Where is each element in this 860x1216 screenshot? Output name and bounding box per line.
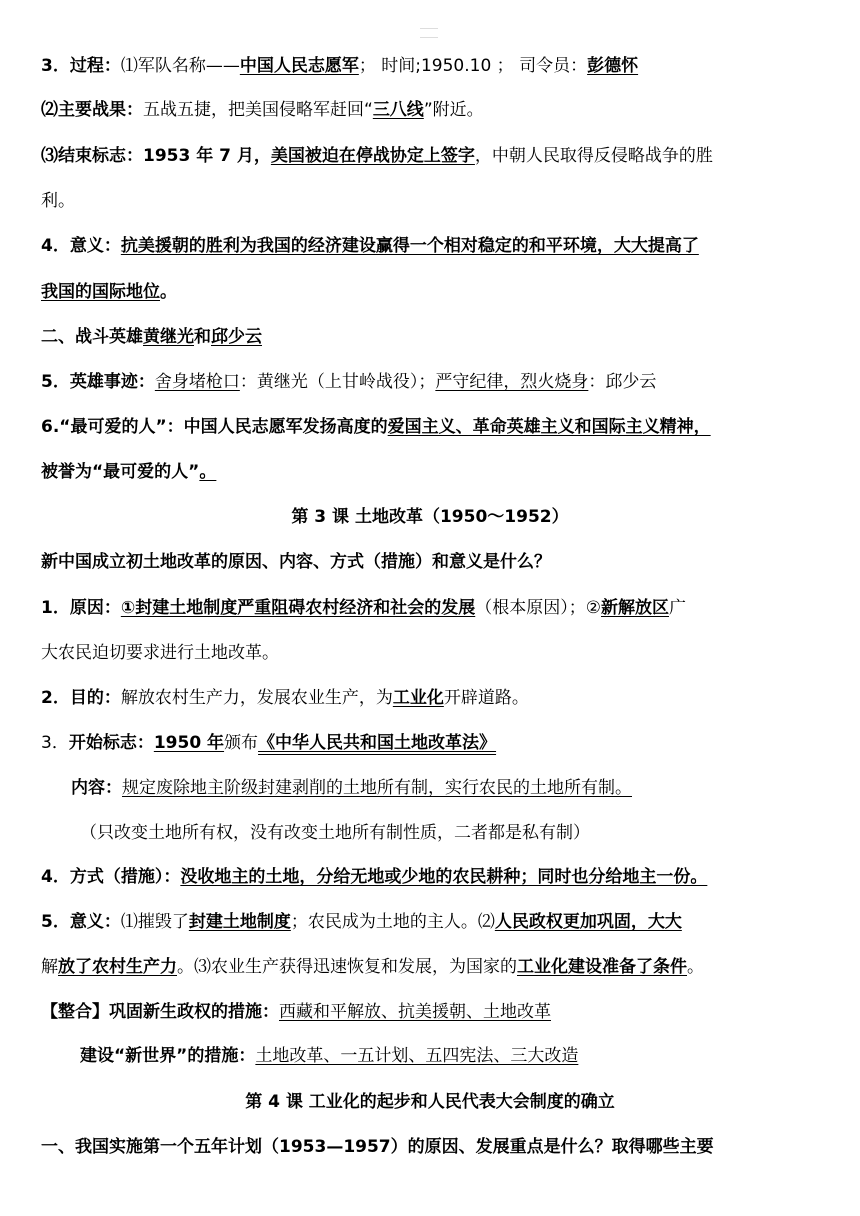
text: ⑴摧毁了 bbox=[120, 912, 189, 932]
text: 大农民迫切要求进行土地改革。 bbox=[41, 643, 279, 663]
text: 五战五捷，把美国侵略军赶回“ bbox=[143, 100, 373, 120]
item-number: 3． bbox=[41, 733, 69, 753]
item-key: 意义： bbox=[69, 236, 121, 256]
text: 1953 年 7 月， bbox=[143, 146, 271, 166]
item-key: “最可爱的人”： bbox=[59, 417, 184, 437]
text: 广 bbox=[669, 598, 686, 618]
text: 新中国成立初土地改革的原因、内容、方式（措施）和意义是什么？ bbox=[41, 552, 551, 572]
highlight: 规定废除地主阶级封建剥削的土地所有制，实行农民的土地所有制。 bbox=[122, 778, 632, 798]
highlight: 工业化 bbox=[392, 688, 444, 708]
text: 。 bbox=[687, 957, 704, 977]
highlight: 人民政权更加巩固，大大 bbox=[494, 912, 682, 932]
text-line bbox=[41, 281, 822, 303]
text: （只改变土地所有权，没有改变土地所有制性质，二者都是私有制） bbox=[80, 823, 590, 843]
highlight: 工业化建设准备了条件 bbox=[517, 957, 687, 977]
watermark-mark bbox=[420, 28, 438, 38]
text: ⑴军队名称—— bbox=[120, 56, 240, 76]
item-key: 方式（措施）： bbox=[69, 867, 181, 887]
item-key: 原因： bbox=[69, 598, 121, 618]
text: 二、战斗英雄 bbox=[41, 327, 143, 347]
army-name: 中国人民志愿军 bbox=[239, 56, 359, 76]
process-line bbox=[41, 55, 822, 77]
highlight: 土地改革、一五计划、五四宪法、三大改造 bbox=[255, 1046, 579, 1066]
purpose-line bbox=[41, 687, 822, 709]
item-number: 4． bbox=[41, 867, 70, 887]
item-key: 过程： bbox=[69, 56, 121, 76]
question-heading bbox=[41, 551, 822, 573]
lesson-title-text: 第 4 课 工业化的起步和人民代表大会制度的确立 bbox=[245, 1092, 615, 1112]
hero-name: 黄继光 bbox=[143, 327, 194, 347]
text: ；农民成为土地的主人。⑵ bbox=[290, 912, 495, 932]
item-number: 5． bbox=[41, 372, 70, 392]
section-heading bbox=[41, 326, 822, 348]
text-line bbox=[41, 461, 822, 483]
highlight: 三八线 bbox=[372, 100, 424, 120]
note-line bbox=[80, 822, 822, 844]
text: ：黄继光（上甘岭战役）； bbox=[239, 372, 436, 392]
commander-name: 彭德怀 bbox=[587, 56, 639, 76]
text: 。 bbox=[199, 462, 217, 482]
text: 颁布 bbox=[224, 733, 259, 753]
highlight: 抗美援朝的胜利为我国的经济建设赢得一个相对稳定的和平环境，大大提高了 bbox=[120, 236, 699, 256]
text-line bbox=[41, 642, 822, 664]
item-number: 5． bbox=[41, 912, 70, 932]
text: 一、我国实施第一个五年计划（1953—1957）的原因、发展重点是什么？取得哪些主要 bbox=[41, 1137, 714, 1157]
hero-deeds-line bbox=[41, 371, 822, 393]
text-line bbox=[41, 190, 822, 212]
hero-name: 邱少云 bbox=[211, 327, 262, 347]
text: （根本原因）；② bbox=[475, 598, 601, 618]
law-title: 《中华人民共和国土地改革法》 bbox=[258, 733, 497, 753]
text: ”附近。 bbox=[423, 100, 484, 120]
lesson-title bbox=[0, 1091, 860, 1113]
results-line bbox=[41, 99, 822, 121]
item-number: 1． bbox=[41, 598, 70, 618]
text: 开辟道路。 bbox=[443, 688, 529, 708]
text: 中国人民志愿军发扬高度的 bbox=[183, 417, 388, 437]
item-key: ⑶结束标志： bbox=[41, 146, 143, 166]
item-key: ⑵主要战果： bbox=[41, 100, 143, 120]
text: 解放农村生产力，发展农业生产，为 bbox=[120, 688, 393, 708]
integration-line bbox=[41, 1001, 822, 1023]
lesson-title bbox=[0, 506, 860, 528]
highlight: 我国的国际地位 bbox=[41, 282, 160, 302]
reason-line bbox=[41, 597, 822, 619]
item-number: 4． bbox=[41, 236, 70, 256]
highlight: 舍身堵枪口 bbox=[154, 372, 240, 392]
highlight: 放了农村生产力 bbox=[58, 957, 177, 977]
text: 。 bbox=[160, 282, 177, 302]
highlight: 美国被迫在停战协定上签字 bbox=[270, 146, 475, 166]
text: 解 bbox=[41, 957, 58, 977]
item-number: 6. bbox=[41, 417, 60, 437]
item-key: 内容： bbox=[71, 778, 122, 798]
significance-line bbox=[41, 235, 822, 257]
text: ：邱少云 bbox=[588, 372, 657, 392]
item-key: 建设“新世界”的措施： bbox=[80, 1046, 256, 1066]
method-line bbox=[41, 866, 822, 888]
highlight: 封建土地制度 bbox=[188, 912, 291, 932]
question-heading bbox=[41, 1136, 822, 1158]
significance-line-2 bbox=[41, 911, 822, 933]
highlight: 1950 年 bbox=[153, 733, 225, 753]
highlight: ①封建土地制度严重阻碍农村经济和社会的发展 bbox=[120, 598, 476, 618]
text: 利。 bbox=[41, 191, 75, 211]
text: 被誉为“最可爱的人” bbox=[41, 462, 200, 482]
text: 。⑶农业生产获得迅速恢复和发展，为国家的 bbox=[177, 957, 517, 977]
highlight: 严守纪律，烈火烧身 bbox=[435, 372, 589, 392]
loveliest-line bbox=[41, 416, 822, 438]
highlight: 没收地主的土地，分给无地或少地的农民耕种；同时也分给地主一份。 bbox=[180, 867, 708, 887]
highlight: 爱国主义、革命英雄主义和国际主义精神， bbox=[387, 417, 711, 437]
item-key: 【整合】巩固新生政权的措施： bbox=[41, 1002, 279, 1022]
text: 和 bbox=[194, 327, 211, 347]
item-number: 3． bbox=[41, 56, 70, 76]
item-number: 2． bbox=[41, 688, 70, 708]
lesson-title-text: 第 3 课 土地改革（1950～1952） bbox=[291, 507, 569, 527]
item-key: 英雄事迹： bbox=[69, 372, 155, 392]
item-key: 目的： bbox=[69, 688, 121, 708]
item-key: 意义： bbox=[69, 912, 121, 932]
new-world-line bbox=[80, 1045, 822, 1067]
highlight: 新解放区 bbox=[601, 598, 669, 618]
content-line bbox=[71, 777, 822, 799]
item-key: 开始标志： bbox=[68, 733, 154, 753]
text: ，中朝人民取得反侵略战争的胜 bbox=[474, 146, 713, 166]
text: ； 时间;1950.10 ； 司令员： bbox=[358, 56, 588, 76]
text-line bbox=[41, 956, 822, 978]
end-sign-line bbox=[41, 145, 822, 167]
highlight: 西藏和平解放、抗美援朝、土地改革 bbox=[279, 1002, 551, 1022]
start-sign-line bbox=[41, 732, 822, 754]
